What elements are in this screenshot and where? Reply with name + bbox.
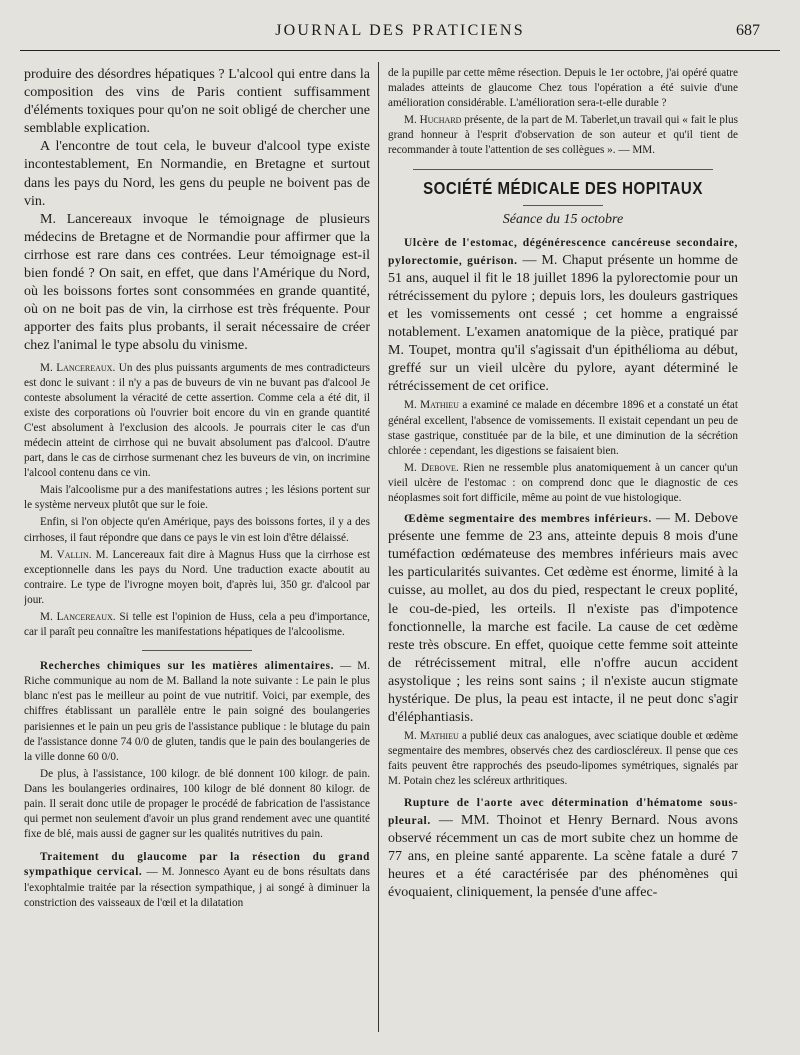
entry-title: Recherches chimiques sur les matières alimentaires. [40,660,334,673]
section-heading: SOCIÉTÉ MÉDICALE DES HOPITAUX [423,177,703,198]
entry-paragraph: De plus, à l'assistance, 100 kilogr. de blé donnent 100 kilogr. de pain. Dans les boulangeries ordinaires, 100 kilogr de blé donnent 80 kilogr. de pain. Il serait donc utile de propager le procédé de fabrication de l'assistance qui permet non seulement d'avoir un plus grand rendement avec une quantité fixe de blé, mais aussi de gagner sur les qualités nutritives du pain. [24,767,370,841]
page-header [20,22,780,48]
discussion-paragraph: Enfin, si l'on objecte qu'en Amérique, pays des boissons fortes, il y a des cirrhoses, il faut répondre que dans ce pays le vin est loin d'être délaissé. [24,516,370,544]
discussion-text: a publié deux cas analogues, avec sciatique double et œdème segmentaire des membres, observés chez des cardioscléreux. Il pense que ces faits peuvent être rapprochés des pseudo-lipomes symétriques, signalés par M. Potain chez les scléreux arthritiques. [388,730,738,788]
discussion-paragraph [24,361,370,482]
discussion-paragraph [388,398,738,458]
discussion-paragraph [24,610,370,640]
entry-text: — M. Jonnesco Ayant eu de bons résultats dans l'exophtalmie traitée par la résection sympathique, j ai songé à diminuer la constriction des vaisseaux de l'œil et la dilatation [24,866,370,909]
discussion-paragraph: Mais l'alcoolisme pur a des manifestations autres ; les lésions portent sur le système nerveux plutôt que sur le foie. [24,484,370,512]
paragraph: produire des désordres hépatiques ? L'alcool qui entre dans la composition des vins de Paris contient suffisamment d'éléments toxiques pour qu'on ne soit obligé de chercher une semblable explication. [24,67,370,137]
speaker-name: M. Vallin [40,548,89,561]
entry-paragraph [24,850,370,910]
section-separator [413,169,713,170]
speaker-name: M. Debove [404,461,456,474]
entry-paragraph [24,659,370,765]
paragraph: A l'encontre de tout cela, le buveur d'alcool type existe incontestablement, En Normandie, en Bretagne et surtout dans les pays du Nord, les gens du peuple ne boivent pas de vin. [24,139,370,209]
entry-paragraph [388,794,738,903]
speaker-name: M. Mathieu [404,730,459,743]
entry-title: Ulcère de l'estomac, dégénérescence cancéreuse secondaire, pylorectomie, guérison. [388,236,738,267]
entry-text: — MM. Thoinot et Henry Bernard. Nous avons observé récemment un cas de mort subite chez un homme de 77 ans, en pleine santé apparente. La scène fatale a duré 7 heures et a été caractérisée par des phénomènes qui évoquaient, cliniquement, la pensée d'une affec- [388,812,738,901]
page-number: 687 [736,22,760,39]
session-date: Séance du 15 octobre [502,211,624,227]
entry-paragraph [388,510,738,727]
discussion-paragraph [388,729,738,789]
entry-text: — M. Debove présente une femme de 23 ans, atteinte depuis 8 mois d'une tuméfaction œdémateuse des membres inférieurs mais avec les particularités suivantes. Cet œdème est énorme, limité à la cuisse, au mollet, au dos du pied, respectant le creux poplité, le cou-de-pied, les orteils. Il n'existe pas d'impotence fonctionnelle, la marche est facile. La cause de cet œdème reste très obscure. En effet, quoique cette femme soit atteinte de rétrécissement mitral, elle n'offre aucun accident asystolique ; les reins sont sains ; il n'existe aucun stigmate hystérique. De plus, la peau est intacte, il ne peut donc s'agir d'éléphantiasis. [388,511,738,726]
speaker-name: M. Lancereaux [40,361,113,374]
speaker-name: M. Huchard [404,114,462,127]
left-column [24,66,370,1042]
heading-rule [523,205,603,206]
entry-title: Rupture de l'aorte avec détermination d'hématome sous-pleural. [388,796,738,827]
running-title: JOURNAL DES PRATICIENS [275,22,525,39]
entry-paragraph [388,234,738,397]
discussion-text: présente, de la part de M. Taberlet,un travail qui « fait le plus grand honneur à l'esprit d'observation de son auteur et qu'il tient de recommander à toute l'attention de ses collègues ». — MM. [388,114,738,157]
discussion-paragraph [388,461,738,506]
right-column [388,66,738,1042]
continued-paragraph: de la pupille par cette même résection. Depuis le 1er octobre, j'ai opéré quatre malades atteints de glaucome Chez tous l'opération a été suivie d'une amélioration considérable. L'amélioration sera-t-elle durable ? [388,67,738,110]
discussion-paragraph [24,548,370,608]
entry-text: — M. Chaput présente un homme de 51 ans, auquel il fit le 18 juillet 1896 la pylorectomie pour un rétrécissement du pylore ; depuis lors, les douleurs gastriques et les vomissements ont cessé ; cet homme a engraissé notablement. L'examen anatomique de la pièce, pratiqué par M. Toupet, montra qu'il s'agissait d'un épithélioma au début, greffé sur un vieil ulcère du pylore, ayant déterminé le rétrécissement de cet orifice. [388,252,738,395]
discussion-text: . Si telle est l'opinion de Huss, cela a peu d'importance, car il paraît peu connaître les manifestations hépatiques de l'alcoolisme. [24,611,370,639]
speaker-name: M. Lancereaux [40,611,113,623]
entry-title: Œdème segmentaire des membres inférieurs. [404,513,652,526]
speaker-name: M. Mathieu [404,399,459,412]
discussion-text: . M. Lancereaux fait dire à Magnus Huss que la cirrhose est exceptionnelle dans les pays du Nord. Une traduction exacte aboutit au contraire. Le type de l'ivrogne moyen boit, d'après lui, 350 gr. d'alcool par jour. [24,548,370,606]
entry-text: — M. Riche communique au nom de M. Balland la note suivante : Le pain le plus blanc n'est pas le meilleur au point de vue nutritif. Voici, par exemple, des chiffres établissant un parallèle entre le pain soigné des boulangeries parisiennes et le pain un peu gris de l'assistance publique : le blutage du pain de l'assistance donne 74 0/0 de gluten, tandis que le pain des boulangeries de la ville donne 60 0/0. [24,660,370,763]
discussion-paragraph [388,113,738,158]
discussion-text: . Rien ne ressemble plus anatomiquement à un cancer qu'un vieil ulcère de l'estomac : on comprend donc que le diagnostic de ces néoplasmes soit fort difficile, même au point de vue histologique. [388,461,738,504]
header-rule [20,50,780,51]
paragraph: M. Lancereaux invoque le témoignage de plusieurs médecins de Bretagne et de Normandie pour affirmer que la cirrhose est rare dans ces contrées. Leur témoignage est-il bien fondé ? On sait, en effet, que dans l'Amérique du Nord, où les boissons fortes sont consommées en grande quantité, où on ne boit pas de vin, la cirrhose est très fréquente. Pour apporter des faits plus probants, il serait nécessaire de créer chez l'animal le type absolu du vinisme. [24,211,370,354]
entry-title: Traitement du glaucome par la résection du grand sympathique cervical. [24,851,370,879]
section-separator [142,650,252,651]
column-divider [378,62,379,1032]
discussion-text: . Un des plus puissants arguments de mes contradicteurs est donc le suivant : il n'y a pas de buveurs de vin ne buvant pas d'alcool Je conteste absolument la véracité de cette assertion. Comme cela a été dit, il existe des corporations où l'ouvrier boit encore du vin en grande quantité C'est absolument à l'exclusion des alcools. Je pourrais citer le cas d'un médecin atteint de cirrhose qui ne buvait absolument pas d'alcool. D'autre part, dans le cas de cirrhose surmenant chez les buveurs de vin, on incrimine l'alcool contenu dans ce vin. [24,361,370,480]
discussion-text: a examiné ce malade en décembre 1896 et a constaté un état général excellent, l'absence de vomissements. Il existait cependant un peu de stase gastrique, constituée par de la bile, et une diminution de la sécrétion chlorée : cependant, les digestions se faisaient bien. [388,399,738,457]
